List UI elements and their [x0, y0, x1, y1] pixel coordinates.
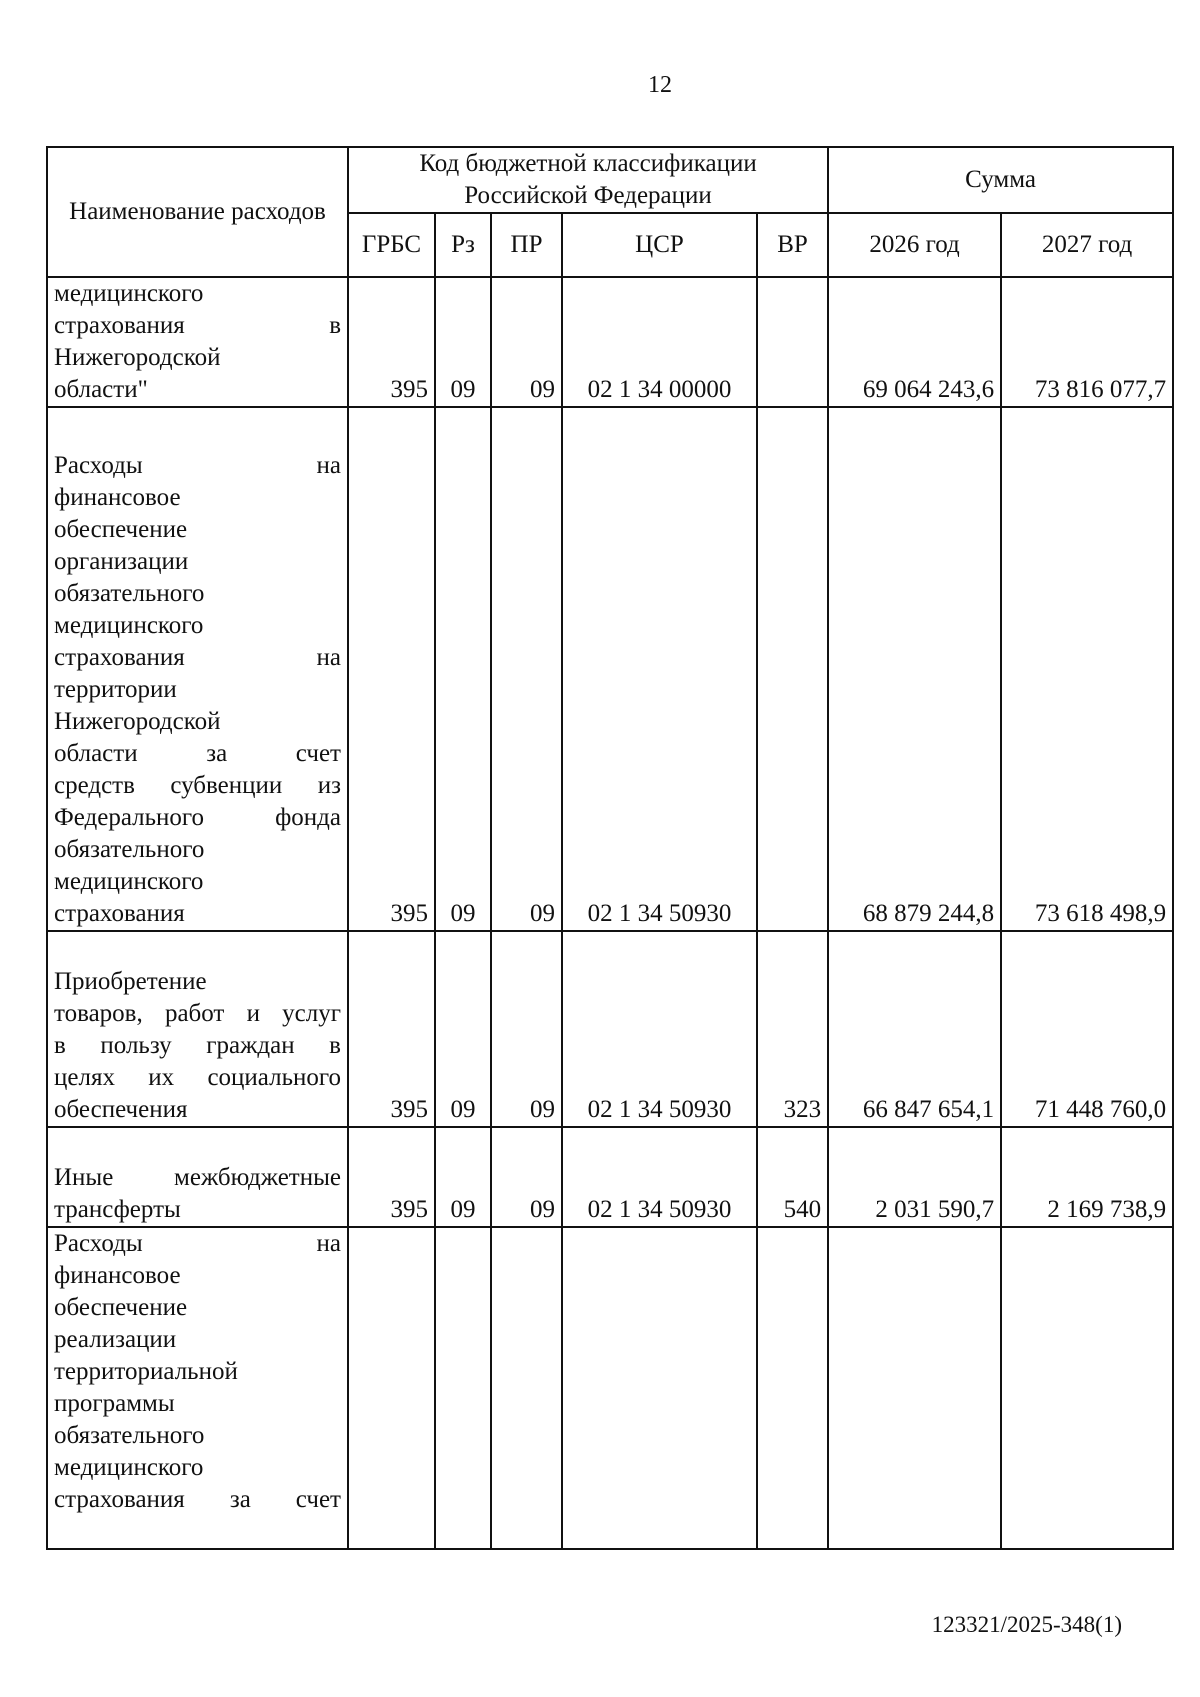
csr-cell: 02 1 34 50930 [562, 931, 757, 1127]
expense-name-line: трансферты [54, 1196, 181, 1223]
expense-name-line: страхования на [54, 644, 341, 671]
expense-name-line: Федерального фонда [54, 804, 341, 831]
grbs-cell: 395 [348, 407, 435, 931]
grbs-cell: 395 [348, 1127, 435, 1227]
expense-name-line: финансовое [54, 484, 181, 511]
expense-name-line: средств субвенции из [54, 772, 341, 799]
table-row [47, 1227, 1173, 1549]
expense-name-line: Приобретение [54, 968, 207, 995]
document-id: 123321/2025-348(1) [931, 1612, 1122, 1637]
sum-2026-cell: 68 879 244,8 [828, 407, 1001, 931]
csr-cell: 02 1 34 00000 [562, 277, 757, 407]
sum-2026-cell: 69 064 243,6 [828, 277, 1001, 407]
expense-name-line: медицинского [54, 612, 204, 639]
expense-name-line: реализации [54, 1326, 177, 1353]
vr-cell [757, 407, 828, 931]
header-2027: 2027 год [1001, 213, 1173, 277]
table-row [47, 931, 1173, 1127]
pr-cell: 09 [491, 1127, 562, 1227]
expense-name-line: области" [54, 376, 148, 403]
csr-cell: 02 1 34 50930 [562, 407, 757, 931]
vr-cell: 540 [757, 1127, 828, 1227]
expense-name-line: товаров, работ и услуг [54, 1000, 341, 1027]
expense-name-line: Расходы на [54, 1230, 341, 1257]
sum-2026-cell: 2 031 590,7 [828, 1127, 1001, 1227]
expense-name-line: медицинского [54, 868, 204, 895]
header-pr: ПР [491, 213, 562, 277]
expense-name-line: страхования [54, 900, 185, 927]
expense-name-line: программы [54, 1390, 175, 1417]
sum-2027-cell: 73 816 077,7 [1001, 277, 1173, 407]
expense-name-line: в пользу граждан в [54, 1032, 341, 1059]
expense-name-line: страхования в [54, 312, 341, 339]
expense-name-line: территории [54, 676, 177, 703]
expense-name-line: Расходы на [54, 452, 341, 479]
header-vr: ВР [757, 213, 828, 277]
expense-name-line: обязательного [54, 1422, 205, 1449]
sum-2026-cell [828, 1227, 1001, 1549]
expense-name-line: обеспечение [54, 1294, 188, 1321]
pr-cell: 09 [491, 931, 562, 1127]
expense-name-line: территориальной [54, 1358, 238, 1385]
expense-name-cell [47, 407, 348, 931]
table-row [47, 277, 1173, 407]
expense-name-line: медицинского [54, 1454, 204, 1481]
grbs-cell: 395 [348, 931, 435, 1127]
page-number: 12 [648, 72, 672, 98]
pr-cell [491, 1227, 562, 1549]
expense-name-line: обязательного [54, 580, 205, 607]
expense-name-cell [47, 1227, 348, 1549]
pr-cell: 09 [491, 277, 562, 407]
header-grbs: ГРБС [348, 213, 435, 277]
table-row [47, 407, 1173, 931]
expense-name-line: медицинского [54, 280, 204, 307]
sum-2026-cell: 66 847 654,1 [828, 931, 1001, 1127]
expense-name-line: обязательного [54, 836, 205, 863]
csr-cell: 02 1 34 50930 [562, 1127, 757, 1227]
table-row [47, 1127, 1173, 1227]
header-rz: Рз [435, 213, 491, 277]
expense-name-cell [47, 931, 348, 1127]
pr-cell: 09 [491, 407, 562, 931]
expense-name-line: Иные межбюджетные [54, 1164, 341, 1191]
rz-cell: 09 [435, 407, 491, 931]
expense-name-line: области за счет [54, 740, 341, 767]
budget-table [46, 146, 1174, 1550]
expense-name-line: целях их социального [54, 1064, 341, 1091]
sum-2027-cell: 73 618 498,9 [1001, 407, 1173, 931]
sum-2027-cell: 2 169 738,9 [1001, 1127, 1173, 1227]
expense-name-cell [47, 1127, 348, 1227]
expense-name-line: Нижегородской [54, 708, 221, 735]
header-code-group: Код бюджетной классификации Российской Федерации [348, 147, 828, 213]
rz-cell: 09 [435, 1127, 491, 1227]
sum-2027-cell: 71 448 760,0 [1001, 931, 1173, 1127]
header-2026: 2026 год [828, 213, 1001, 277]
expense-name-line: страхования за счет [54, 1486, 341, 1513]
expense-name-cell [47, 277, 348, 407]
header-sum-group: Сумма [828, 147, 1173, 213]
vr-cell [757, 1227, 828, 1549]
vr-cell [757, 277, 828, 407]
rz-cell [435, 1227, 491, 1549]
csr-cell [562, 1227, 757, 1549]
expense-name-line: финансовое [54, 1262, 181, 1289]
grbs-cell: 395 [348, 277, 435, 407]
expense-name-line: обеспечение [54, 516, 188, 543]
grbs-cell [348, 1227, 435, 1549]
sum-2027-cell [1001, 1227, 1173, 1549]
vr-cell: 323 [757, 931, 828, 1127]
rz-cell: 09 [435, 931, 491, 1127]
rz-cell: 09 [435, 277, 491, 407]
expense-name-line: обеспечения [54, 1096, 188, 1123]
expense-name-line: организации [54, 548, 189, 575]
expense-name-line: Нижегородской [54, 344, 221, 371]
header-csr: ЦСР [562, 213, 757, 277]
header-name: Наименование расходов [47, 147, 348, 277]
